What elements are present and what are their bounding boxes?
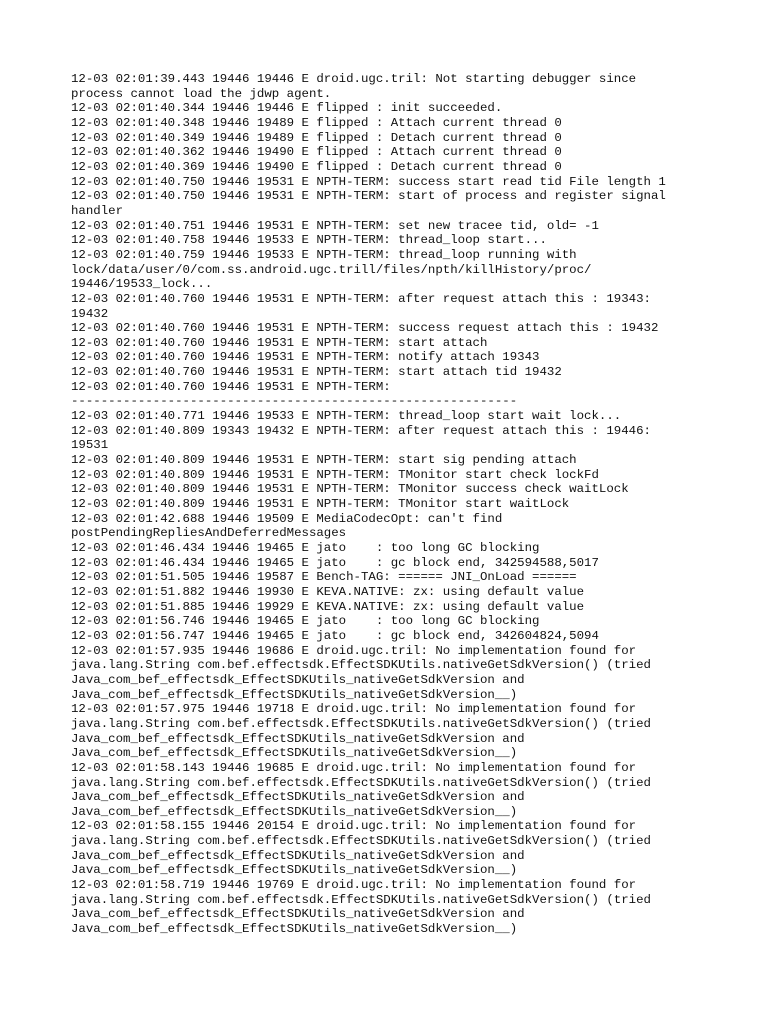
- log-line: 12-03 02:01:40.349 19446 19489 E flipped : Detach current thread 0: [71, 130, 562, 145]
- log-line: 12-03 02:01:40.771 19446 19533 E NPTH-TERM: thread_loop start wait lock...: [71, 409, 622, 424]
- log-line: java.lang.String com.bef.effectsdk.EffectSDKUtils.nativeGetSdkVersion() (tried: [71, 892, 651, 907]
- log-line: 12-03 02:01:40.760 19446 19531 E NPTH-TERM: success request attach this : 19432: [71, 321, 659, 336]
- log-line: 12-03 02:01:57.935 19446 19686 E droid.ugc.tril: No implementation found for: [71, 643, 637, 658]
- log-line: 12-03 02:01:40.760 19446 19531 E NPTH-TERM: notify attach 19343: [71, 350, 540, 365]
- log-line: 12-03 02:01:40.750 19446 19531 E NPTH-TERM: start of process and register signal: [71, 189, 666, 204]
- log-line: 12-03 02:01:46.434 19446 19465 E jato : gc block end, 342594588,5017: [71, 555, 599, 570]
- log-line: java.lang.String com.bef.effectsdk.EffectSDKUtils.nativeGetSdkVersion() (tried: [71, 834, 651, 849]
- log-line: 12-03 02:01:40.369 19446 19490 E flipped : Detach current thread 0: [71, 159, 562, 174]
- log-line: Java_com_bef_effectsdk_EffectSDKUtils_nativeGetSdkVersion and: [71, 907, 525, 922]
- log-line: 12-03 02:01:51.882 19446 19930 E KEVA.NATIVE: zx: using default value: [71, 584, 585, 599]
- log-line: 12-03 02:01:58.719 19446 19769 E droid.ugc.tril: No implementation found for: [71, 878, 637, 893]
- log-line: ------------------------------------------------------------: [71, 394, 518, 409]
- log-line: java.lang.String com.bef.effectsdk.EffectSDKUtils.nativeGetSdkVersion() (tried: [71, 716, 651, 731]
- log-line: Java_com_bef_effectsdk_EffectSDKUtils_nativeGetSdkVersion__): [71, 922, 518, 937]
- log-line: handler: [71, 203, 124, 218]
- log-text-block: [71, 72, 711, 937]
- log-line: 12-03 02:01:51.885 19446 19929 E KEVA.NATIVE: zx: using default value: [71, 599, 585, 614]
- log-page: [71, 72, 711, 937]
- log-line: Java_com_bef_effectsdk_EffectSDKUtils_nativeGetSdkVersion and: [71, 848, 525, 863]
- log-line: 19531: [71, 438, 109, 453]
- log-line: Java_com_bef_effectsdk_EffectSDKUtils_nativeGetSdkVersion and: [71, 790, 525, 805]
- log-line: 12-03 02:01:39.443 19446 19446 E droid.ugc.tril: Not starting debugger since: [71, 72, 637, 86]
- log-line: Java_com_bef_effectsdk_EffectSDKUtils_nativeGetSdkVersion__): [71, 804, 518, 819]
- log-line: Java_com_bef_effectsdk_EffectSDKUtils_nativeGetSdkVersion__): [71, 746, 518, 761]
- log-line: 12-03 02:01:56.747 19446 19465 E jato : gc block end, 342604824,5094: [71, 628, 599, 643]
- log-line: 12-03 02:01:40.758 19446 19533 E NPTH-TERM: thread_loop start...: [71, 233, 547, 248]
- log-line: process cannot load the jdwp agent.: [71, 86, 332, 101]
- log-line: 12-03 02:01:40.809 19343 19432 E NPTH-TERM: after request attach this : 19446:: [71, 423, 651, 438]
- log-line: 12-03 02:01:40.809 19446 19531 E NPTH-TERM: TMonitor success check waitLock: [71, 482, 629, 497]
- log-line: 12-03 02:01:58.155 19446 20154 E droid.ugc.tril: No implementation found for: [71, 819, 637, 834]
- log-line: 12-03 02:01:51.505 19446 19587 E Bench-TAG: ====== JNI_OnLoad ======: [71, 570, 577, 585]
- log-line: 12-03 02:01:40.344 19446 19446 E flipped : init succeeded.: [71, 101, 503, 116]
- log-line: 12-03 02:01:40.348 19446 19489 E flipped : Attach current thread 0: [71, 115, 562, 130]
- log-line: Java_com_bef_effectsdk_EffectSDKUtils_nativeGetSdkVersion and: [71, 731, 525, 746]
- log-line: 12-03 02:01:40.760 19446 19531 E NPTH-TERM: start attach: [71, 335, 488, 350]
- log-line: 19432: [71, 306, 109, 321]
- log-line: 12-03 02:01:40.750 19446 19531 E NPTH-TERM: success start read tid File length 1: [71, 174, 666, 189]
- log-line: java.lang.String com.bef.effectsdk.EffectSDKUtils.nativeGetSdkVersion() (tried: [71, 658, 651, 673]
- log-line: Java_com_bef_effectsdk_EffectSDKUtils_nativeGetSdkVersion__): [71, 863, 518, 878]
- log-line: 12-03 02:01:40.809 19446 19531 E NPTH-TERM: start sig pending attach: [71, 453, 577, 468]
- log-line: postPendingRepliesAndDeferredMessages: [71, 526, 347, 541]
- log-line: 12-03 02:01:56.746 19446 19465 E jato : too long GC blocking: [71, 614, 540, 629]
- log-line: 12-03 02:01:40.362 19446 19490 E flipped : Attach current thread 0: [71, 145, 562, 160]
- log-line: 12-03 02:01:57.975 19446 19718 E droid.ugc.tril: No implementation found for: [71, 702, 637, 717]
- log-line: 12-03 02:01:40.760 19446 19531 E NPTH-TERM:: [71, 379, 391, 394]
- log-line: 12-03 02:01:40.751 19446 19531 E NPTH-TERM: set new tracee tid, old= -1: [71, 218, 599, 233]
- log-line: 12-03 02:01:40.760 19446 19531 E NPTH-TERM: after request attach this : 19343:: [71, 291, 651, 306]
- log-line: 12-03 02:01:42.688 19446 19509 E MediaCodecOpt: can't find: [71, 511, 503, 526]
- log-line: lock/data/user/0/com.ss.android.ugc.trill/files/npth/killHistory/proc/: [71, 262, 592, 277]
- log-line: 19446/19533_lock...: [71, 277, 213, 292]
- log-line: Java_com_bef_effectsdk_EffectSDKUtils_nativeGetSdkVersion and: [71, 672, 525, 687]
- log-line: 12-03 02:01:58.143 19446 19685 E droid.ugc.tril: No implementation found for: [71, 760, 637, 775]
- log-line: Java_com_bef_effectsdk_EffectSDKUtils_nativeGetSdkVersion__): [71, 687, 518, 702]
- log-line: 12-03 02:01:40.809 19446 19531 E NPTH-TERM: TMonitor start waitLock: [71, 497, 570, 512]
- log-line: java.lang.String com.bef.effectsdk.EffectSDKUtils.nativeGetSdkVersion() (tried: [71, 775, 651, 790]
- log-line: 12-03 02:01:40.759 19446 19533 E NPTH-TERM: thread_loop running with: [71, 247, 577, 262]
- log-line: 12-03 02:01:46.434 19446 19465 E jato : too long GC blocking: [71, 541, 540, 555]
- log-line: 12-03 02:01:40.809 19446 19531 E NPTH-TERM: TMonitor start check lockFd: [71, 467, 599, 482]
- log-line: 12-03 02:01:40.760 19446 19531 E NPTH-TERM: start attach tid 19432: [71, 365, 562, 380]
